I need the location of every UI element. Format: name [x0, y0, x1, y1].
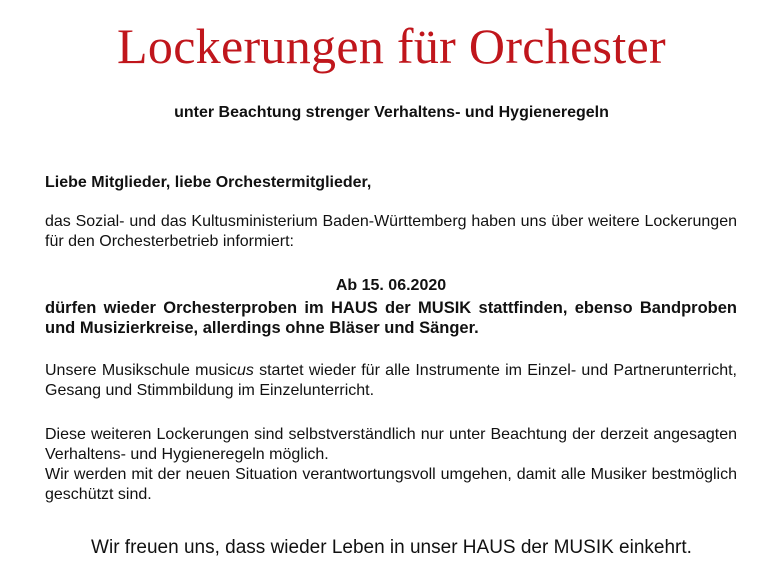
music-school-text-end: startet wieder für alle Instrumente im Einzel- und Partnerunterricht, Gesang und Stimmbildung im Einzelunterricht.	[45, 362, 738, 399]
music-school-text-start: Unsere Musikschule music	[45, 362, 237, 379]
paragraph-ministry-info: das Sozial- und das Kultusministerium Baden-Württemberg haben uns über weitere Lockerungen für den Orchesterbetrieb informiert:	[45, 213, 737, 250]
greeting: Liebe Mitglieder, liebe Orchestermitglieder,	[45, 174, 372, 191]
page-title: Lockerungen für Orchester	[117, 18, 666, 74]
paragraph-hygiene-rules: Diese weiteren Lockerungen sind selbstverständlich nur unter Beachtung der derzeit angesagten Verhaltens- und Hygieneregeln möglich.	[45, 426, 737, 463]
paragraph-responsibility: Wir werden mit der neuen Situation verantwortungsvoll umgehen, damit alle Musiker bestmöglich geschützt sind.	[45, 466, 737, 503]
page-subtitle: unter Beachtung strenger Verhaltens- und Hygieneregeln	[174, 104, 609, 121]
music-school-text-italic: us	[236, 362, 254, 379]
closing-line: Wir freuen uns, dass wieder Leben in unser HAUS der MUSIK einkehrt.	[91, 537, 692, 558]
paragraph-music-school	[45, 361, 737, 401]
paragraph-rehearsals: dürfen wieder Orchesterproben im HAUS der MUSIK stattfinden, ebenso Bandproben und Musizierkreise, allerdings ohne Bläser und Sänger.	[45, 299, 737, 337]
date-line: Ab 15. 06.2020	[335, 277, 447, 294]
